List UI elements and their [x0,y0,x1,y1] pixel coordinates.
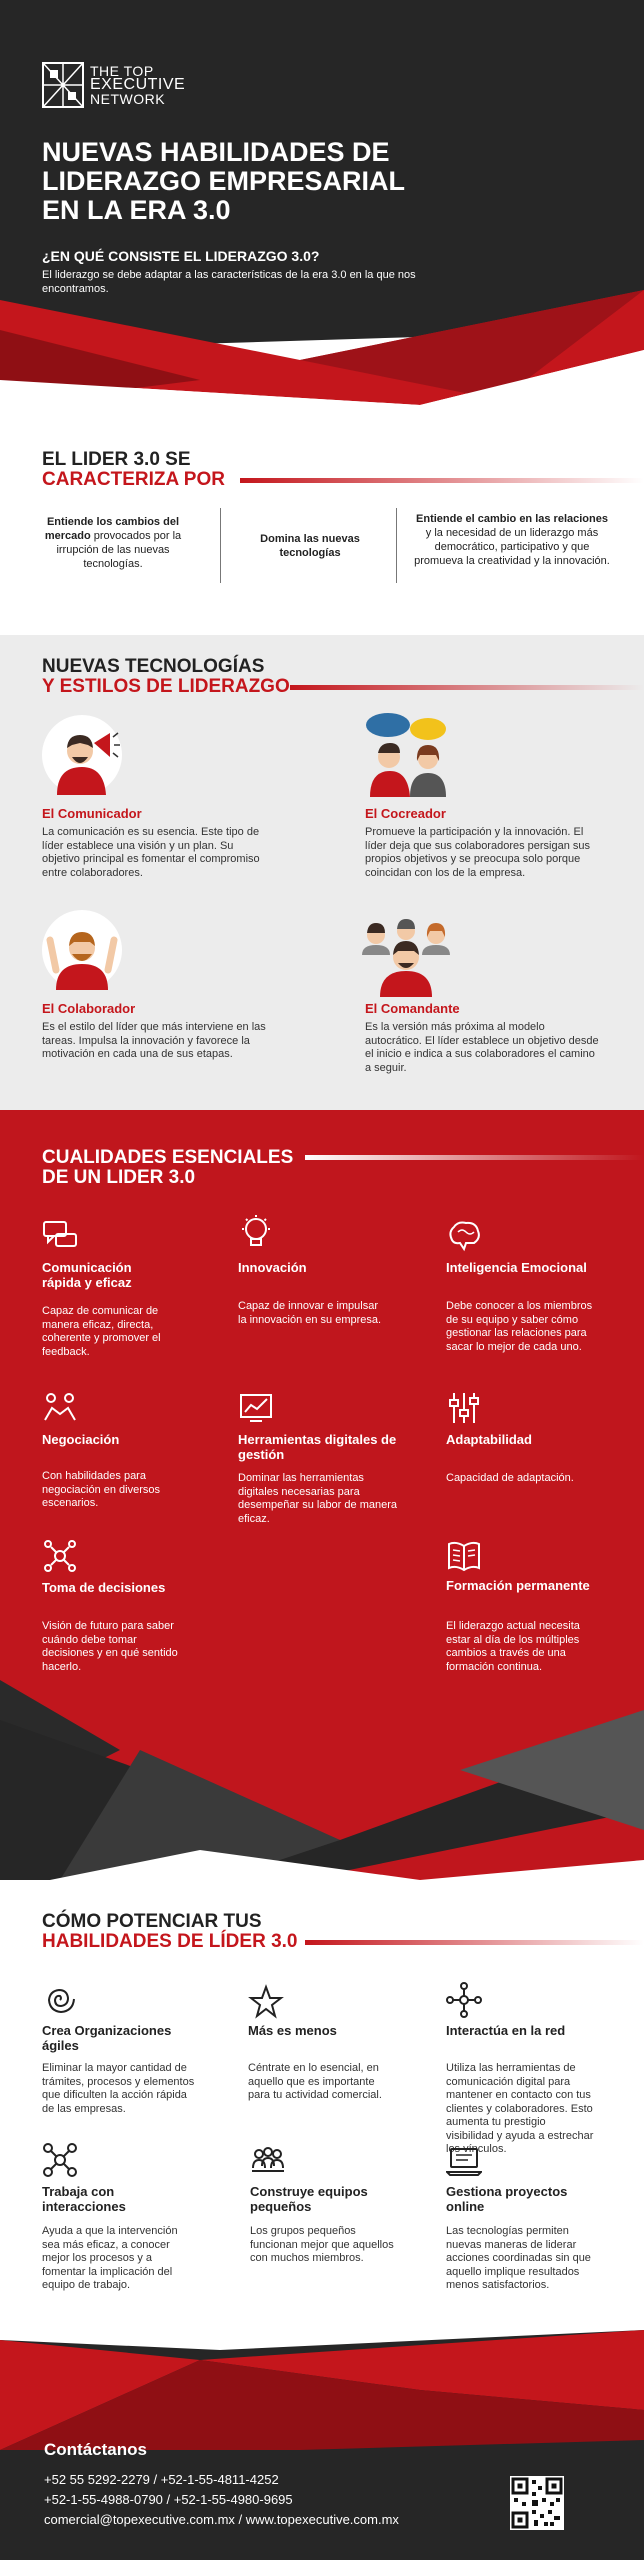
quality-name: Negociación [42,1432,120,1447]
spiral-icon [42,1982,78,2018]
lider-section-title [42,450,225,490]
styles-title-line-2: Y ESTILOS DE LIDERAZGO [42,676,290,697]
contact-title: Contáctanos [44,2440,147,2459]
hero-question: ¿EN QUÉ CONSISTE EL LIDERAZGO 3.0? [42,248,320,264]
qualities-section-title [42,1148,293,1188]
quality-description: Debe conocer a los miembros de su equipo y saber cómo gestionar las relaciones para sacar lo mejor de cada uno. [446,1300,593,1353]
tip-description: Ayuda a que la intervención sea más eficaz, a conocer mejor los procesos y a fomentar la implicación del equipo de trabajo. [42,2225,178,2291]
improve-title-rule [305,1940,644,1945]
page-title-line-1: NUEVAS HABILIDADES DE [42,137,390,167]
cocreator-avatar [362,711,452,797]
tip-description: Los grupos pequeños funcionan mejor que aquellos con muchos miembros. [250,2225,394,2264]
qualities-title-line-1: CUALIDADES ESENCIALES [42,1147,294,1168]
quality-description: Capaz de comunicar de manera eficaz, directa, coherente y promover el feedback. [42,1305,161,1358]
qualities-section [0,1110,644,1880]
style-description: Es el estilo del líder que más interviene en las tareas. Impulsa la innovación y favorece la motivación en cada una de sus etapas. [42,1021,266,1060]
page-title-line-2: LIDERAZGO EMPRESARIAL [42,166,406,196]
tip-name: Crea Organizaciones ágiles [42,2023,172,2053]
quality-name: Toma de decisiones [42,1580,166,1595]
lider-trait-market [38,515,188,571]
qualities-title-line-2: DE UN LIDER 3.0 [42,1167,196,1188]
quality-name: Inteligencia Emocional [446,1260,587,1275]
tip-name: Trabaja con interacciones [42,2184,126,2214]
tip-name: Construye equipos pequeños [250,2184,368,2214]
quality-name: Adaptabilidad [446,1432,532,1447]
lider-title-rule [240,478,644,483]
hero-section [0,0,644,420]
qualities-title-rule [305,1155,644,1160]
dialogue-people-icon [362,711,452,797]
small-team-icon [250,2144,286,2180]
lider-trait-market-text: provocados por la irrupción de las nuevas tecnologías. [56,530,182,570]
logo-line-1: THE TOP [90,63,154,79]
quality-name: Comunicación rápida y eficaz [42,1260,132,1290]
quality-description: Capacidad de adaptación. [446,1472,574,1484]
commander-avatar [358,915,454,997]
star-icon [248,1984,284,2020]
team-leader-icon [358,915,454,997]
improve-title-line-1: CÓMO POTENCIAR TUS [42,1911,262,1932]
lider-trait-tech-bold: Domina las nuevas tecnologías [260,533,360,559]
lider-title-line-1: EL LIDER 3.0 SE [42,449,191,470]
improve-title-line-2: HABILIDADES DE LÍDER 3.0 [42,1931,298,1952]
style-description: La comunicación es su esencia. Este tipo de líder establece una visión y un plan. Su objetivo principal es fomentar el compromiso entre colaboradores. [42,826,260,879]
megaphone-person-icon [42,715,122,795]
lider-trait-relations [412,512,612,568]
contact-email-web[interactable]: comercial@topexecutive.com.mx / www.topexecutive.com.mx [44,2512,399,2527]
team-network-icon [42,2142,78,2178]
styles-section [0,635,644,1110]
hero-paragraph: El liderazgo se debe adaptar a las características de la era 3.0 en la que nos encontramos. [42,269,416,295]
tip-description: Las tecnologías permiten nuevas maneras de liderar acciones coordinadas sin que aquello implique resultados menos satisfactorios. [446,2225,591,2291]
tip-description: Céntrate en lo esencial, en aquello que es importante para tu actividad comercial. [248,2062,382,2101]
sliders-icon [446,1390,482,1426]
chart-icon [238,1390,274,1426]
contact-phones-1: +52 55 5292-2279 / +52-1-55-4811-4252 [44,2472,279,2487]
share-network-icon [446,1982,482,2018]
laptop-icon [446,2144,482,2180]
tip-description: Utiliza las herramientas de comunicación digital para mantener en contacto con tus clientes y colaboradores. Esto aumenta tu prestigio visibilidad y ayuda a estrechar los vínculos. [446,2062,594,2155]
styles-title-rule [290,685,644,690]
tip-name: Más es menos [248,2023,337,2038]
qr-code-icon [510,2476,564,2530]
lider-trait-tech [245,532,375,560]
improve-section-title [42,1912,297,1952]
company-logo [42,62,185,108]
tip-name: Gestiona proyectos online [446,2184,568,2214]
quality-description: Visión de futuro para saber cuándo debe tomar decisiones y en qué sentido hacerlo. [42,1620,178,1673]
handshake-icon [42,1390,78,1426]
communicator-avatar [42,715,122,795]
chat-icon [42,1218,78,1254]
book-icon [446,1538,482,1574]
quality-description: Con habilidades para negociación en diversos escenarios. [42,1470,161,1509]
network-icon [42,1538,78,1574]
quality-description: Dominar las herramientas digitales necesarias para desempeñar su labor de manera eficaz. [238,1472,397,1525]
style-description: Es la versión más próxima al modelo autocrático. El líder establece un objetivo desde el inicio e indica a sus colaboradores el camino a seguir. [365,1021,599,1074]
contact-section [0,2300,644,2560]
contact-phones-2: +52-1-55-4988-0790 / +52-1-55-4980-9695 [44,2492,293,2507]
logo-icon [42,62,84,108]
quality-name: Formación permanente [446,1578,590,1593]
logo-line-3: NETWORK [90,91,166,107]
tip-name: Interactúa en la red [446,2023,566,2038]
style-name: El Comandante [365,1001,460,1016]
quality-name: Herramientas digitales de gestión [238,1432,397,1462]
page-title-line-3: EN LA ERA 3.0 [42,195,231,225]
divider [396,508,397,583]
qr-code [510,2476,564,2530]
divider [220,508,221,583]
style-name: El Comunicador [42,806,142,821]
page-title [42,138,462,225]
lightbulb-icon [238,1214,274,1250]
cheering-person-icon [42,910,122,990]
style-name: El Cocreador [365,806,446,821]
quality-description: El liderazgo actual necesita estar al día de los múltiples cambios a través de una formación continua. [446,1620,580,1673]
quality-description: Capaz de innovar e impulsar la innovación en su empresa. [238,1300,382,1326]
logo-line-2: EXECUTIVE [90,76,186,93]
styles-title-line-1: NUEVAS TECNOLOGÍAS [42,656,265,677]
collaborator-avatar [42,910,122,990]
improve-section [0,1840,644,2340]
lider-trait-relations-text: y la necesidad de un liderazgo más democrático, participativo y que promueva la creatividad y la innovación. [414,527,610,567]
quality-name: Innovación [238,1260,307,1275]
lider-title-line-2: CARACTERIZA POR [42,469,225,490]
styles-section-title [42,657,290,697]
lider-trait-relations-bold: Entiende el cambio en las relaciones [416,513,608,525]
lider-section [0,420,644,635]
tip-description: Eliminar la mayor cantidad de trámites, procesos y elementos que dificulten la acción rápida de las empresas. [42,2062,195,2115]
brain-icon [446,1218,482,1254]
style-name: El Colaborador [42,1001,136,1016]
lider-trait-market-bold: Entiende los cambios del mercado [44,516,180,542]
style-description: Promueve la participación y la innovación. El líder deja que sus colaboradores persigan sus propios objetivos y se preocupa solo porque coincidan con los de la empresa. [365,826,591,879]
